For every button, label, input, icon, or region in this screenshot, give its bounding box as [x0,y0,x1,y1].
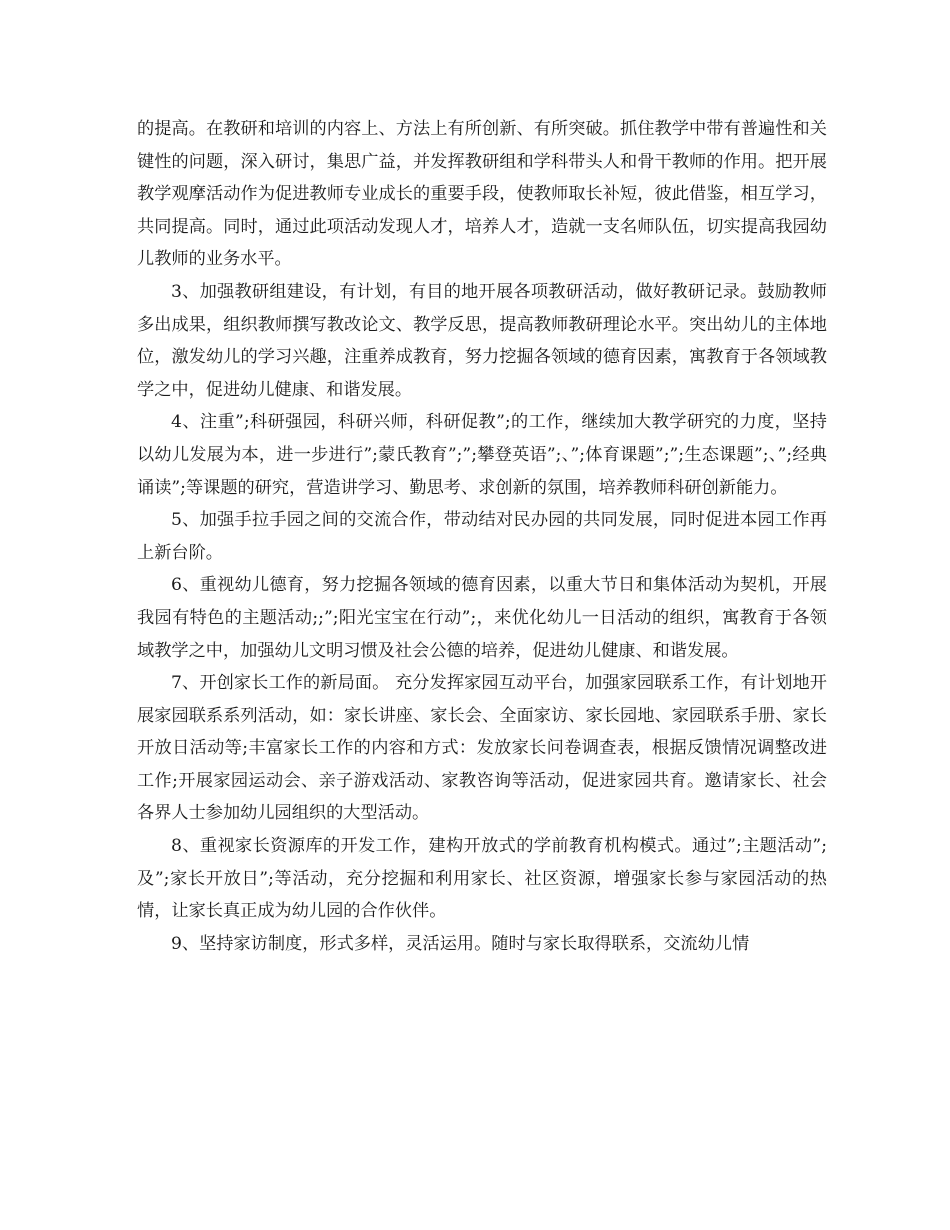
paragraph-item-6: 6、重视幼儿德育，努力挖掘各领域的德育因素，以重大节日和集体活动为契机，开展我园有特色的主题活动;;”;阳光宝宝在行动”;，来优化幼儿一日活动的组织，寓教育于各领域教学之中，加强幼儿文明习惯及社会公德的培养，促进幼儿健康、和谐发展。 [137,575,827,661]
paragraph-item-9: 9、坚持家访制度，形式多样，灵活运用。随时与家长取得联系，交流幼儿情 [171,933,750,954]
paragraph-item-7: 7、开创家长工作的新局面。 充分发挥家园互动平台，加强家园联系工作，有计划地开展家园联系系列活动，如：家长讲座、家长会、全面家访、家长园地、家园联系手册、家长开放日活动等;丰富家长工作的内容和方式：发放家长问卷调查表，根据反馈情况调整改进工作;开展家园运动会、亲子游戏活动、家教咨询等活动，促进家园共育。邀请家长、社会各界人士参加幼儿园组织的大型活动。 [137,673,827,824]
document-body [137,113,827,960]
paragraph-item-5: 5、加强手拉手园之间的交流合作，带动结对民办园的共同发展，同时促进本园工作再上新台阶。 [137,510,827,563]
paragraph-continuation: 的提高。在教研和培训的内容上、方法上有所创新、有所突破。抓住教学中带有普遍性和关键性的问题，深入研讨，集思广益，并发挥教研组和学科带头人和骨干教师的作用。把开展教学观摩活动作为促进教师专业成长的重要手段，使教师取长补短，彼此借鉴，相互学习，共同提高。同时，通过此项活动发现人才，培养人才，造就一支名师队伍，切实提高我园幼儿教师的业务水平。 [137,119,827,270]
paragraph-item-3: 3、加强教研组建设，有计划，有目的地开展各项教研活动，做好教研记录。鼓励教师多出成果，组织教师撰写教改论文、教学反思，提高教师教研理论水平。突出幼儿的主体地位，激发幼儿的学习兴趣，注重养成教育，努力挖掘各领域的德育因素，寓教育于各领域教学之中，促进幼儿健康、和谐发展。 [137,281,827,400]
paragraph-item-8: 8、重视家长资源库的开发工作，建构开放式的学前教育机构模式。通过”;主题活动”;及”;家长开放日”;等活动，充分挖掘和利用家长、社区资源，增强家长参与家园活动的热情，让家长真正成为幼儿园的合作伙伴。 [137,836,827,922]
paragraph-item-4: 4、注重”;科研强园，科研兴师，科研促教”;的工作，继续加大教学研究的力度，坚持以幼儿发展为本，进一步进行”;蒙氏教育”;”;攀登英语”;、”;体育课题”;”;生态课题”;、”;经典诵读”;等课题的研究，营造讲学习、勤思考、求创新的氛围，培养教师科研创新能力。 [137,412,827,498]
